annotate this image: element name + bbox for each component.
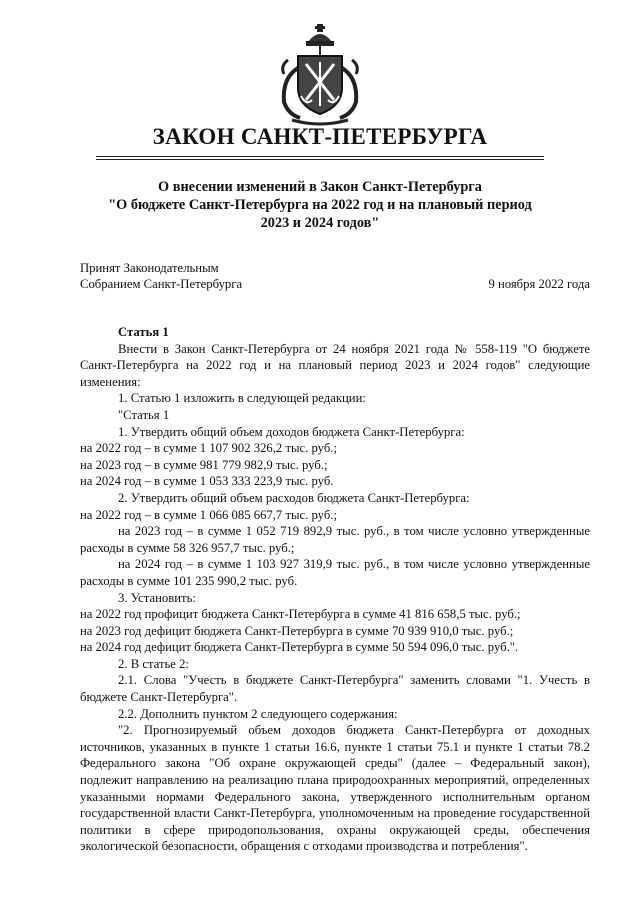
subject-line-2: "О бюджете Санкт-Петербурга на 2022 год и на плановый период <box>108 197 532 213</box>
item-2-1: 2.1. Слова "Учесть в бюджете Санкт-Петербурга" заменить словами "1. Учесть в бюджете Санкт-Петербурга". <box>80 673 590 705</box>
adoption-line-2: Собранием Санкт-Петербурга <box>80 277 243 291</box>
item-2: 2. В статье 2: <box>118 656 189 671</box>
coat-of-arms-icon <box>270 22 370 126</box>
revenue-2023: на 2023 год – в сумме 981 779 982,9 тыс. руб.; <box>80 457 328 472</box>
expense-heading: 2. Утвердить общий объем расходов бюджета Санкт-Петербурга: <box>118 490 470 505</box>
quote-heading: "Статья 1 <box>118 407 170 422</box>
adoption-date: 9 ноября 2022 года <box>488 277 590 291</box>
subject-line-1: О внесении изменений в Закон Санкт-Петербурга <box>158 179 482 195</box>
adoption-line-1: Принят Законодательным <box>80 261 219 275</box>
expense-2022: на 2022 год – в сумме 1 066 085 667,7 тыс. руб.; <box>80 507 338 522</box>
subject-line-3: 2023 и 2024 годов" <box>260 215 380 231</box>
revenue-2022: на 2022 год – в сумме 1 107 902 326,2 тыс. руб.; <box>80 441 338 456</box>
article-intro: Внести в Закон Санкт-Петербурга от 24 ноября 2021 года № 558-119 "О бюджете Санкт-Петербурга на 2022 год и на плановый период 2023 и 2024 годов" следующие изменения: <box>80 341 590 389</box>
balance-heading: 3. Установить: <box>118 590 196 605</box>
expense-2023: на 2023 год – в сумме 1 052 719 892,9 тыс. руб., в том числе условно утвержденные расходы в сумме 58 326 957,7 тыс. руб.; <box>80 524 590 555</box>
title-rule-top <box>96 156 544 157</box>
item-2-2-text: "2. Прогнозируемый объем доходов бюджета Санкт-Петербурга от доходных источников, указанных в пункте 1 статьи 16.6, пункте 1 статьи 75.1 и пункте 1 статьи 78.2 Федерального закона "Об охране окружающей среды" (далее – Федеральный закон), подлежит направлению на реализацию плана природоохранных мероприятий, определенных указанными нормами Федерального закона, утвержденного исполнительным органом государственной власти Санкт-Петербурга, уполномоченным на проведение государственной политики в сфере природопользования, охраны окружающей среды, обеспечения экологической безопасности, обращения с отходами производства и потребления". <box>80 723 590 854</box>
law-title: ЗАКОН САНКТ-ПЕТЕРБУРГА <box>152 124 488 149</box>
item-2-2: 2.2. Дополнить пунктом 2 следующего содержания: <box>118 706 398 721</box>
balance-2022: на 2022 год профицит бюджета Санкт-Петербурга в сумме 41 816 658,5 тыс. руб.; <box>80 607 521 622</box>
title-rule-bottom <box>96 159 544 160</box>
article-body <box>80 324 590 855</box>
article-heading: Статья 1 <box>118 325 169 339</box>
revenue-2024: на 2024 год – в сумме 1 053 333 223,9 тыс. руб. <box>80 474 334 489</box>
balance-2023: на 2023 год дефицит бюджета Санкт-Петербурга в сумме 70 939 910,0 тыс. руб.; <box>80 623 514 638</box>
law-subject <box>80 178 560 232</box>
revenue-heading: 1. Утвердить общий объем доходов бюджета Санкт-Петербурга: <box>118 424 465 439</box>
expense-2024: на 2024 год – в сумме 1 103 927 319,9 тыс. руб., в том числе условно утвержденные расходы в сумме 101 235 990,2 тыс. руб. <box>80 557 590 588</box>
balance-2024: на 2024 год дефицит бюджета Санкт-Петербурга в сумме 50 594 096,0 тыс. руб.". <box>80 640 519 655</box>
adoption-body <box>80 260 242 292</box>
item-1: 1. Статью 1 изложить в следующей редакции: <box>118 391 366 406</box>
